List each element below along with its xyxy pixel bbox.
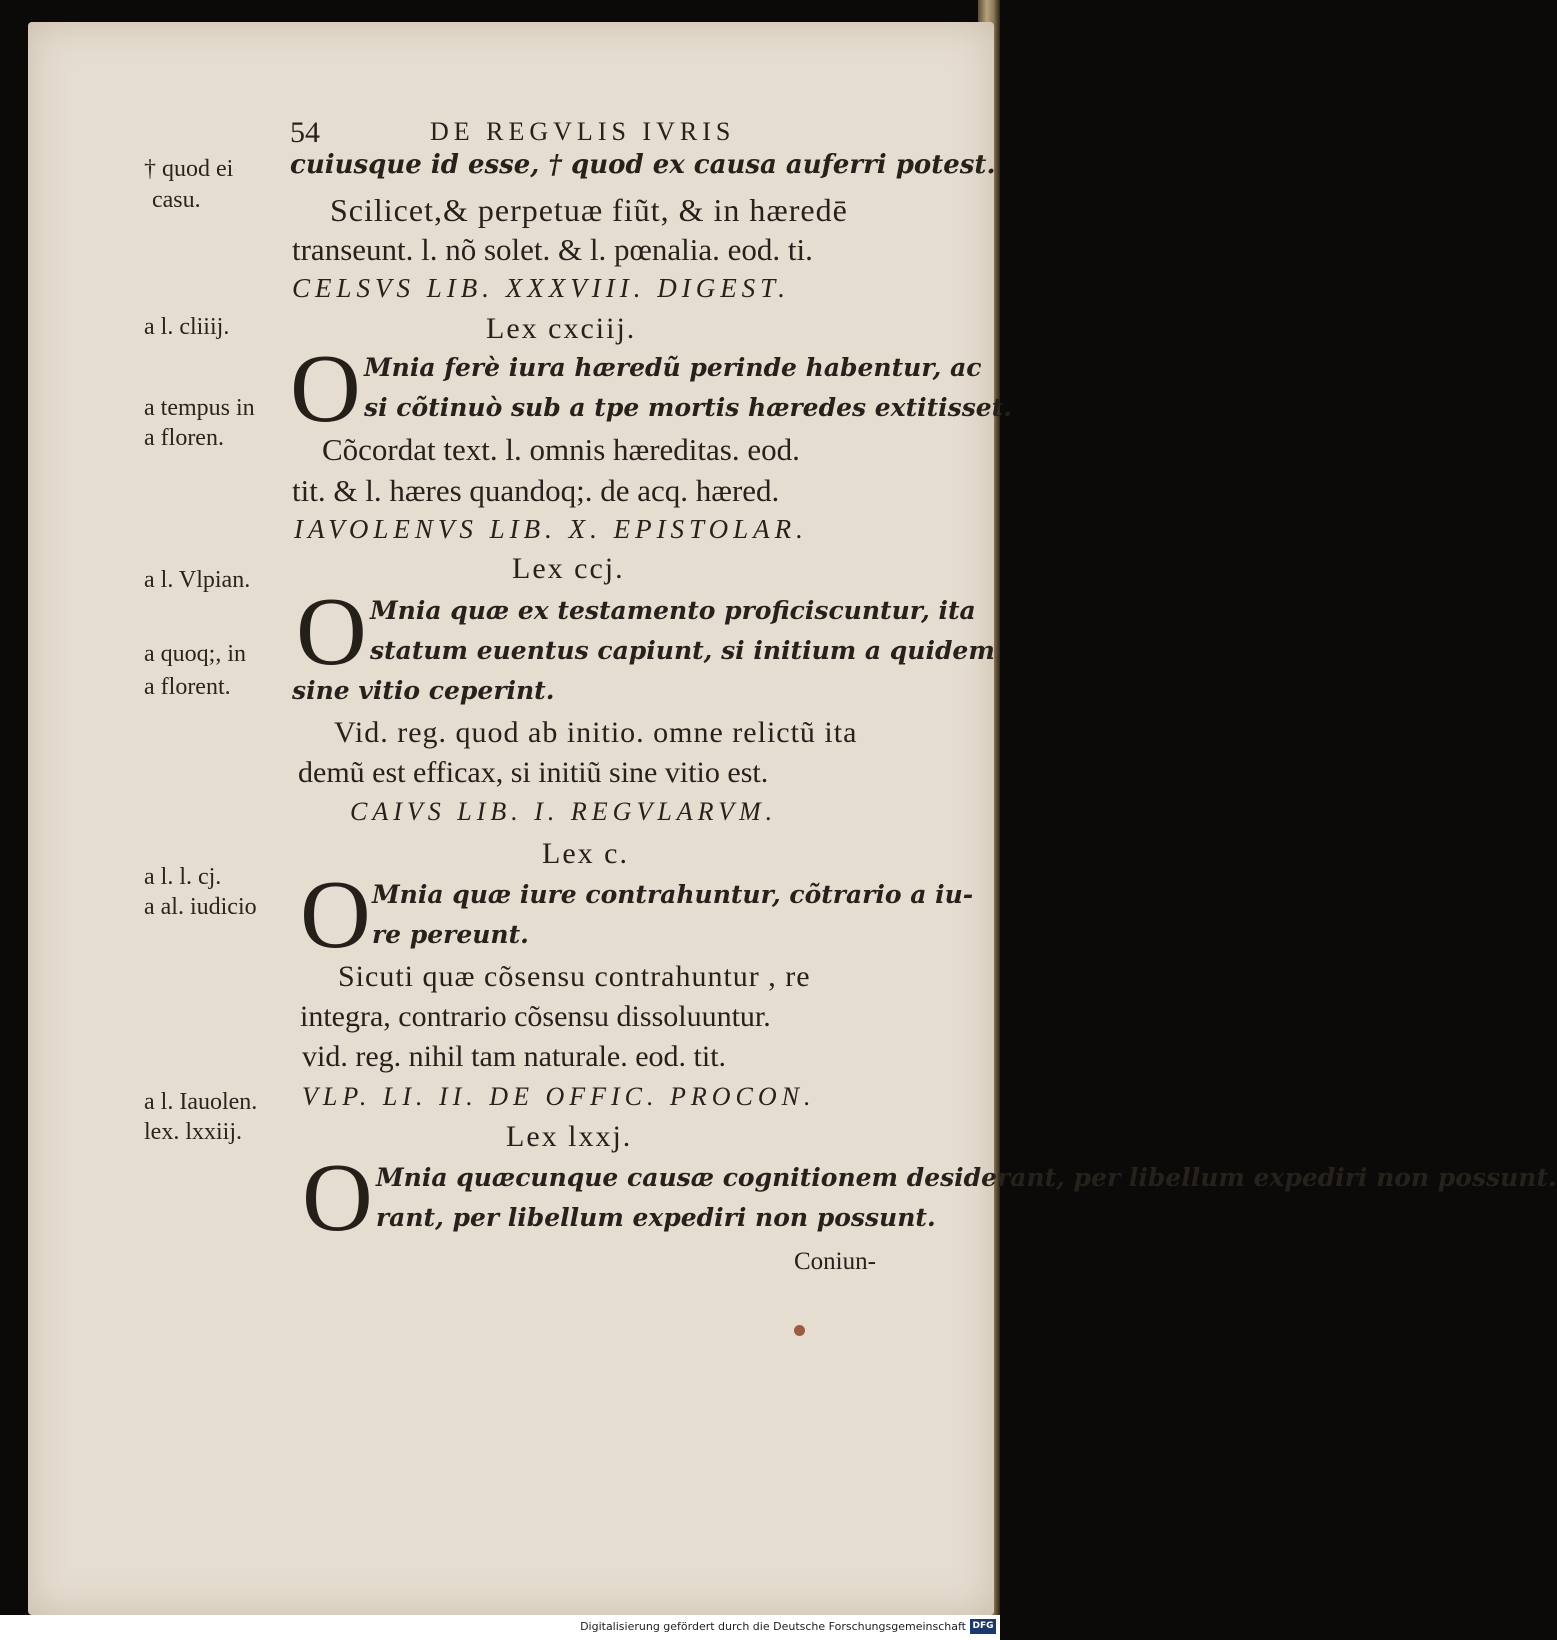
- catchword: Coniun-: [794, 1248, 876, 1275]
- margin-note: a floren.: [144, 425, 224, 451]
- text-line: cuiusque id esse, † quod ex causa auferri potest.: [290, 150, 996, 180]
- drop-cap: O: [302, 1144, 373, 1252]
- text-line: transeunt. l. nõ solet. & l. pœnalia. eod. ti.: [292, 232, 813, 267]
- text-line: integra, contrario cõsensu dissoluuntur.: [300, 1000, 771, 1033]
- page-number: 54: [290, 116, 320, 149]
- margin-note: a tempus in: [144, 395, 255, 421]
- text-line: Cõcordat text. l. omnis hæreditas. eod.: [322, 432, 800, 467]
- text-line: tit. & l. hæres quandoq;. de acq. hæred.: [292, 473, 780, 508]
- section-heading: CAIVS LIB. I. REGVLARVM.: [350, 797, 778, 826]
- text-line: Mnia ferè iura hæredũ perinde habentur, ac: [364, 353, 982, 382]
- digitization-footer: [0, 1615, 1000, 1640]
- drop-cap: O: [290, 335, 361, 443]
- text-line: Scilicet,& perpetuæ fiũt, & in hæredē: [330, 192, 848, 228]
- text-line: Mnia quæ iure contrahuntur, cõtrario a iu-: [372, 880, 974, 909]
- margin-note: a l. Iauolen.: [144, 1089, 258, 1115]
- running-title: DE REGVLIS IVRIS: [430, 117, 736, 146]
- margin-note: casu.: [152, 187, 201, 213]
- margin-note: a florent.: [144, 674, 231, 700]
- section-heading: CELSVS LIB. XXXVIII. DIGEST.: [292, 273, 790, 303]
- margin-note: a l. Vlpian.: [144, 567, 251, 593]
- text-line: rant, per libellum expediri non possunt.: [376, 1203, 936, 1232]
- margin-note: a l. l. cj.: [144, 864, 222, 890]
- ink-stain: [794, 1325, 805, 1336]
- text-line: si cõtinuò sub a tpe mortis hæredes extitisset.: [364, 393, 1012, 422]
- text-line: Mnia quæcunque causæ cognitionem desiderant, per libellum expediri non possunt.: [376, 1163, 1557, 1192]
- text-line: Sicuti quæ cõsensu contrahuntur , re: [338, 960, 811, 993]
- text-line: vid. reg. nihil tam naturale. eod. tit.: [302, 1040, 727, 1073]
- section-heading: VLP. LI. II. DE OFFIC. PROCON.: [302, 1082, 816, 1111]
- footer-credit: Digitalisierung gefördert durch die Deutsche Forschungsgemeinschaft: [580, 1620, 966, 1633]
- text-line: Vid. reg. quod ab initio. omne relictũ ita: [334, 716, 858, 749]
- lex-heading: Lex lxxj.: [506, 1120, 633, 1153]
- lex-heading: Lex ccj.: [512, 552, 625, 585]
- text-line: sine vitio ceperint.: [292, 676, 555, 705]
- margin-note: a al. iudicio: [144, 894, 257, 920]
- margin-note: a quoq;, in: [144, 641, 246, 667]
- section-heading: IAVOLENVS LIB. X. EPISTOLAR.: [294, 514, 808, 544]
- book-page: [28, 22, 1557, 1615]
- text-line: Mnia quæ ex testamento proficiscuntur, ita: [370, 596, 976, 625]
- text-line: demũ est efficax, si initiũ sine vitio est.: [298, 756, 769, 789]
- margin-note: lex. lxxiij.: [144, 1119, 242, 1145]
- text-line: re pereunt.: [372, 920, 529, 949]
- drop-cap: O: [300, 861, 371, 969]
- margin-note: a l. cliiij.: [144, 314, 230, 340]
- lex-heading: Lex cxciij.: [486, 312, 637, 345]
- text-line: statum euentus capiunt, si initium a quidem: [370, 636, 995, 665]
- margin-note: † quod ei: [144, 156, 234, 182]
- dfg-logo: DFG: [970, 1619, 996, 1634]
- lex-heading: Lex c.: [542, 837, 629, 870]
- drop-cap: O: [296, 578, 367, 686]
